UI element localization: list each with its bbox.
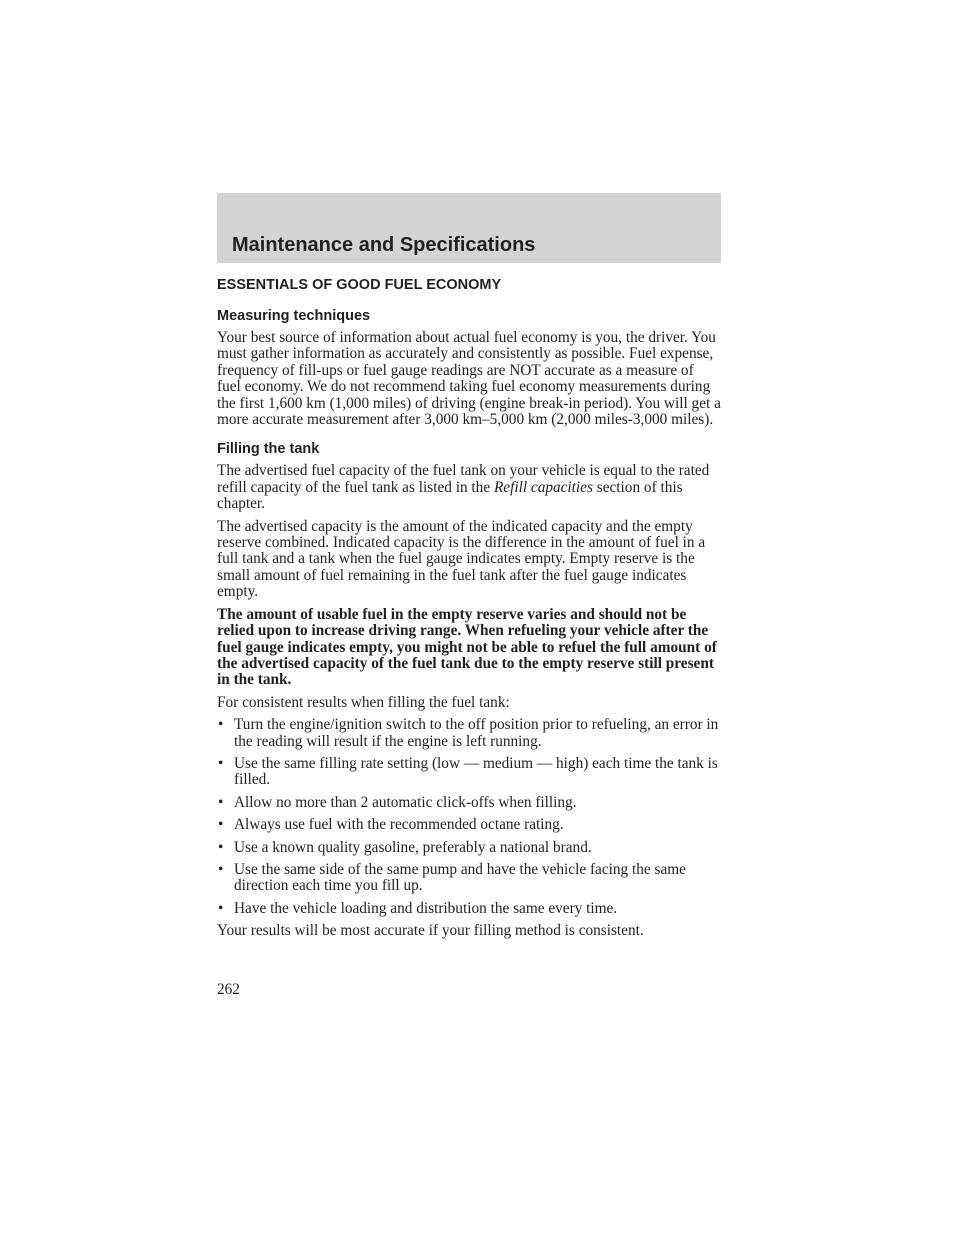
list-item-text: Always use fuel with the recommended octane rating.: [234, 816, 564, 834]
measuring-heading: Measuring techniques: [217, 308, 371, 324]
filling-paragraph-2: The advertised capacity is the amount of the indicated capacity and the empty reserve combined. Indicated capacity is the difference in the amount of fuel in a full tank and a tank when the fuel gauge indicates empty. Empty reserve is the small amount of fuel remaining in the fuel tank after the fuel gauge indicates empty.: [217, 517, 706, 601]
bullet-icon: •: [218, 816, 224, 834]
bullet-icon: •: [218, 838, 224, 856]
filling-p1-text: The advertised fuel capacity of the fuel tank on your vehicle is equal to the rated refill capacity of the fuel tank as listed in the: [217, 462, 710, 496]
section-heading: ESSENTIALS OF GOOD FUEL ECONOMY: [217, 277, 502, 293]
list-item: [217, 840, 721, 856]
chapter-header-band: [217, 193, 721, 263]
list-item: [217, 901, 721, 917]
list-item: [217, 756, 721, 789]
list-item: [217, 795, 721, 811]
chapter-title: Maintenance and Specifications: [232, 234, 536, 256]
list-item-text: Allow no more than 2 automatic click-offs when filling.: [234, 793, 577, 811]
refill-capacities-reference: Refill capacities: [493, 478, 593, 496]
filling-paragraph-1: [217, 463, 721, 512]
filling-heading: Filling the tank: [217, 441, 320, 458]
list-item: [217, 817, 721, 833]
bullet-icon: •: [218, 754, 224, 772]
list-item-text: Use the same filling rate setting (low — medium — high) each time the tank is filled.: [234, 754, 718, 789]
page-number: 262: [217, 981, 240, 998]
list-item-text: Turn the engine/ignition switch to the off position prior to refueling, an error in the reading will result if the engine is left running.: [234, 716, 719, 750]
page-content: [217, 276, 721, 946]
measuring-paragraph: Your best source of information about actual fuel economy is you, the driver. You must gather information as accurately and consistently as possible. Fuel expense, frequency of fill-ups or fuel gauge readings are NOT accurate as a measure of fuel economy. We do not recommend taking fuel economy measurements during the first 1,600 km (1,000 miles) of driving (engine break-in period). You will get a more accurate measurement after 3,000 km–5,000 km (2,000 miles-3,000 miles).: [217, 329, 721, 429]
bullet-icon: •: [218, 716, 224, 734]
bullet-icon: •: [218, 793, 224, 811]
closing-paragraph: Your results will be most accurate if your filling method is consistent.: [217, 922, 644, 940]
list-item-text: Have the vehicle loading and distribution the same every time.: [234, 899, 618, 917]
list-item: [217, 862, 721, 895]
filling-tips-list: [217, 717, 721, 917]
list-item: [217, 717, 721, 750]
filling-intro: For consistent results when filling the fuel tank:: [217, 693, 510, 711]
reserve-warning: The amount of usable fuel in the empty reserve varies and should not be relied upon to increase driving range. When refueling your vehicle after the fuel gauge indicates empty, you might not be able to refuel the full amount of the advertised capacity of the fuel tank due to the empty reserve still present in the tank.: [217, 605, 717, 689]
filling-p1-text-end: section of this chapter.: [217, 478, 683, 513]
bullet-icon: •: [218, 899, 224, 917]
bullet-icon: •: [218, 860, 224, 878]
list-item-text: Use a known quality gasoline, preferably a national brand.: [234, 838, 592, 856]
list-item-text: Use the same side of the same pump and have the vehicle facing the same direction each time you fill up.: [234, 860, 686, 895]
